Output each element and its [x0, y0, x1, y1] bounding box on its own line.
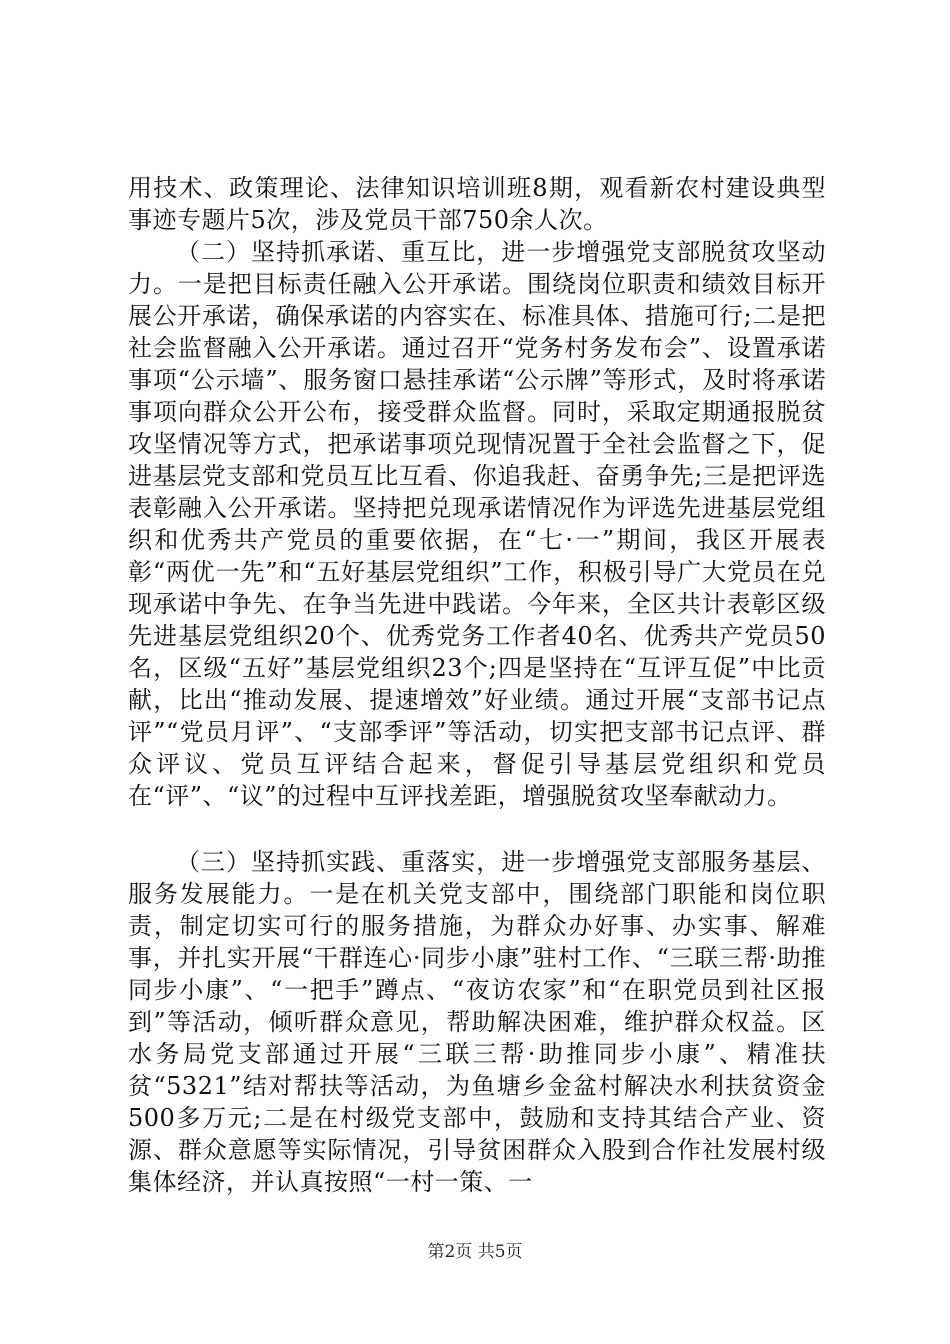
- page-footer: [0, 1242, 950, 1262]
- document-body: [128, 172, 826, 1198]
- paragraph-section-three: （三）坚持抓实践、重落实，进一步增强党支部服务基层、服务发展能力。一是在机关党支部中，围绕部门职能和岗位职责，制定切实可行的服务措施，为群众办好事、办实事、解难事，并扎实开展“干群连心·同步小康”驻村工作、“三联三帮·助推同步小康”、“一把手”蹲点、“夜访农家”和“在职党员到社区报到”等活动，倾听群众意见，帮助解决困难，维护群众权益。区水务局党支部通过开展“三联三帮·助推同步小康”、精准扶贫“5321”结对帮扶等活动，为鱼塘乡金盆村解决水利扶贫资金500多万元;二是在村级党支部中，鼓励和支持其结合产业、资源、群众意愿等实际情况，引导贫困群众入股到合作社发展村级集体经济，并认真按照“一村一策、一: [128, 848, 826, 1196]
- paragraph-section-two: （二）坚持抓承诺、重互比，进一步增强党支部脱贫攻坚动力。一是把目标责任融入公开承诺。围绕岗位职责和绩效目标开展公开承诺，确保承诺的内容实在、标准具体、措施可行;二是把社会监督融入公开承诺。通过召开“党务村务发布会”、设置承诺事项“公示墙”、服务窗口悬挂承诺“公示牌”等形式，及时将承诺事项向群众公开公布，接受群众监督。同时，采取定期通报脱贫攻坚情况等方式，把承诺事项兑现情况置于全社会监督之下，促进基层党支部和党员互比互看、你追我赶、奋勇争先;三是把评选表彰融入公开承诺。坚持把兑现承诺情况作为评选先进基层党组织和优秀共产党员的重要依据，在“七·一”期间，我区开展表彰“两优一先”和“五好基层党组织”工作，积极引导广大党员在兑现承诺中争先、在争当先进中践诺。今年来，全区共计表彰区级先进基层党组织20个、优秀党务工作者40名、优秀共产党员50名，区级“五好”基层党组织23个;四是坚持在“互评互促”中比贡献，比出“推动发展、提速增效”好业绩。通过开展“支部书记点评”“党员月评”、“支部季评”等活动，切实把支部书记点评、群众评议、党员互评结合起来，督促引导基层党组织和党员在“评”、“议”的过程中互评找差距，增强脱贫攻坚奉献动力。: [128, 238, 826, 810]
- page-number-label: 第2页 共5页: [427, 1242, 523, 1262]
- paragraph-continuation: 用技术、政策理论、法律知识培训班8期，观看新农村建设典型事迹专题片5次，涉及党员干部750余人次。: [128, 174, 826, 234]
